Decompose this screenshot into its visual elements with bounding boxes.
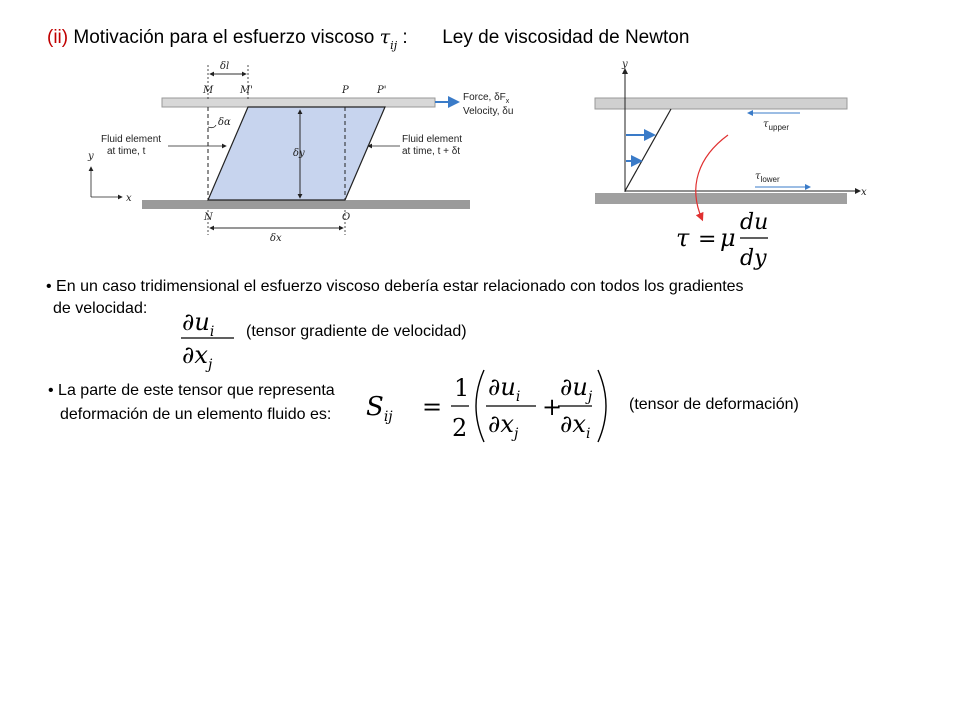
label-n: N (204, 212, 213, 223)
delta-l-label: δl (220, 61, 230, 72)
velocity-label: Velocity, δu (463, 106, 514, 117)
velocity-gradient-formula (178, 303, 248, 373)
label-m: M (203, 85, 214, 96)
label-p-prime: P' (377, 85, 387, 96)
half-numerator: 1 (454, 374, 470, 402)
fluid-left-line1: Fluid element (101, 134, 162, 145)
mu-symbol: μ (720, 224, 736, 252)
lower-plate (142, 200, 470, 209)
equals-sign: = (422, 393, 443, 421)
tau-symbol: τ (676, 224, 690, 252)
section-number: (ii) (47, 27, 69, 48)
velocity-profile-line (625, 109, 671, 191)
fraction-numerator: du (740, 210, 769, 235)
fluid-left-line2: at time, t (107, 146, 146, 157)
upper-plate (162, 98, 435, 107)
term1-denominator: $\partial x_j$ (488, 410, 519, 442)
label-o: O (342, 212, 351, 223)
fraction-denominator: dy (740, 246, 767, 271)
bullet-2-line-2: deformación de un elemento fluido es: (60, 406, 332, 423)
upper-plate (595, 98, 847, 109)
left-paren (476, 370, 484, 442)
tau-lower-label: $\tau_{lower}$ (755, 171, 780, 184)
label-m-prime: M' (240, 85, 253, 96)
strain-rate-note: (tensor de deformación) (629, 396, 799, 413)
grad-numerator: $\partial u_i$ (182, 308, 215, 340)
axis-y-label: y (622, 59, 628, 70)
velocity-gradient-note: (tensor gradiente de velocidad) (246, 323, 467, 340)
tau-symbol: τ (379, 26, 391, 48)
axis-x-label: x (126, 193, 132, 204)
bullet-2-line-1: • La parte de este tensor que representa (48, 382, 335, 399)
term2-numerator: $\partial u_j$ (560, 373, 593, 405)
force-label: Force, $\delta F_x$ (463, 92, 510, 105)
title-subtitle: Ley de viscosidad de Newton (442, 27, 690, 48)
s-symbol: $S_{ij}$ (366, 392, 393, 425)
equals-sign: = (698, 227, 717, 252)
half-denominator: 2 (452, 414, 468, 442)
delta-y-label: δy (293, 148, 305, 159)
bullet-1-line-1: • En un caso tridimensional el esfuerzo viscoso debería estar relacionado con todos los gradientes (46, 278, 744, 295)
grad-denominator: $\partial x_j$ (182, 341, 213, 373)
axis-x-label: x (861, 187, 867, 198)
velocity-profile-diagram (590, 55, 870, 215)
strain-rate-formula (360, 360, 620, 450)
title-text: Motivación para el esfuerzo viscoso (73, 27, 375, 48)
fluid-element-diagram (80, 55, 514, 245)
axis-y-label: y (88, 151, 94, 162)
bullet-1-line-2: de velocidad: (53, 300, 148, 317)
term1-numerator: $\partial u_i$ (488, 373, 521, 405)
plus-sign: + (542, 393, 563, 421)
delta-x-label: δx (270, 233, 282, 244)
newton-viscosity-formula (668, 203, 778, 273)
title-colon: : (402, 27, 408, 48)
delta-alpha-label: δα (218, 117, 231, 128)
term2-denominator: $\partial x_i$ (560, 410, 591, 442)
page-title (47, 26, 689, 52)
fluid-right-line2: at time, t + δt (402, 146, 461, 157)
fluid-right-line1: Fluid element (402, 134, 463, 145)
right-paren (598, 370, 606, 442)
tau-upper-label: $\tau_{upper}$ (763, 119, 790, 132)
label-p: P (342, 85, 349, 96)
tau-subscript: ij (390, 39, 398, 52)
